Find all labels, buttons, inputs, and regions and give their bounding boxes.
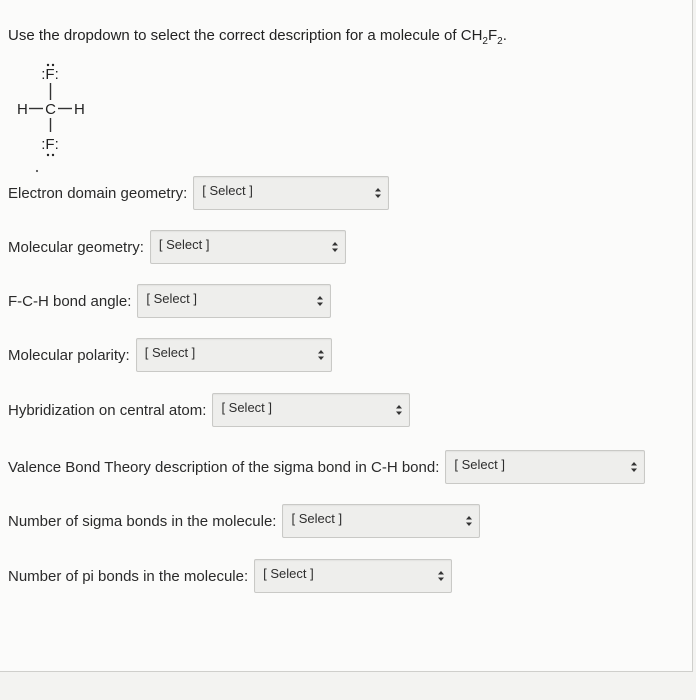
select-arrows-icon bbox=[395, 403, 403, 417]
field-label: Hybridization on central atom: bbox=[8, 401, 207, 419]
atom-top-fluorine: :F: bbox=[41, 66, 59, 83]
select-arrows-icon bbox=[316, 294, 324, 308]
select-arrows-icon bbox=[331, 240, 339, 254]
select-arrows-icon bbox=[630, 460, 638, 474]
field-label: Number of sigma bonds in the molecule: bbox=[8, 512, 277, 530]
select-arrows-icon bbox=[465, 514, 473, 528]
select-arrows-icon bbox=[437, 569, 445, 583]
field-label: Electron domain geometry: bbox=[8, 184, 188, 202]
select-arrows-icon bbox=[374, 186, 382, 200]
select-arrows-icon bbox=[317, 348, 325, 362]
fch-bond-angle-select[interactable]: [ Select ] bbox=[137, 284, 331, 318]
pi-bond-count-select[interactable]: [ Select ] bbox=[254, 559, 452, 593]
field-label: Molecular geometry: bbox=[8, 238, 144, 256]
electron-domain-geometry-select[interactable]: [ Select ] bbox=[193, 176, 389, 210]
field-row-hybridization bbox=[8, 393, 410, 427]
field-label: Molecular polarity: bbox=[8, 346, 130, 364]
field-row-sigma-bond-count bbox=[8, 504, 480, 538]
vbt-sigma-bond-select[interactable]: [ Select ] bbox=[445, 450, 645, 484]
field-row-fch-bond-angle bbox=[8, 284, 331, 318]
lewis-structure bbox=[12, 58, 122, 178]
field-row-molecular-polarity bbox=[8, 338, 332, 372]
atom-left-hydrogen: H bbox=[17, 101, 28, 118]
field-row-vbt-sigma-bond bbox=[8, 450, 645, 484]
atom-central-carbon: C bbox=[45, 101, 56, 118]
sigma-bond-count-select[interactable]: [ Select ] bbox=[282, 504, 480, 538]
field-label: Number of pi bonds in the molecule: bbox=[8, 567, 249, 585]
atom-bottom-fluorine: :F: bbox=[41, 136, 59, 153]
field-row-electron-domain-geometry bbox=[8, 176, 389, 210]
atom-right-hydrogen: H bbox=[74, 101, 85, 118]
hybridization-select[interactable]: [ Select ] bbox=[212, 393, 410, 427]
question-prompt: Use the dropdown to select the correct description for a molecule of $CH_2F_2$. bbox=[8, 27, 507, 47]
molecular-geometry-select[interactable]: [ Select ] bbox=[150, 230, 346, 264]
field-row-pi-bond-count bbox=[8, 559, 452, 593]
field-row-molecular-geometry bbox=[8, 230, 346, 264]
field-label: Valence Bond Theory description of the sigma bond in C-H bond: bbox=[8, 458, 440, 476]
field-label: F-C-H bond angle: bbox=[8, 292, 132, 310]
molecular-polarity-select[interactable]: [ Select ] bbox=[136, 338, 332, 372]
